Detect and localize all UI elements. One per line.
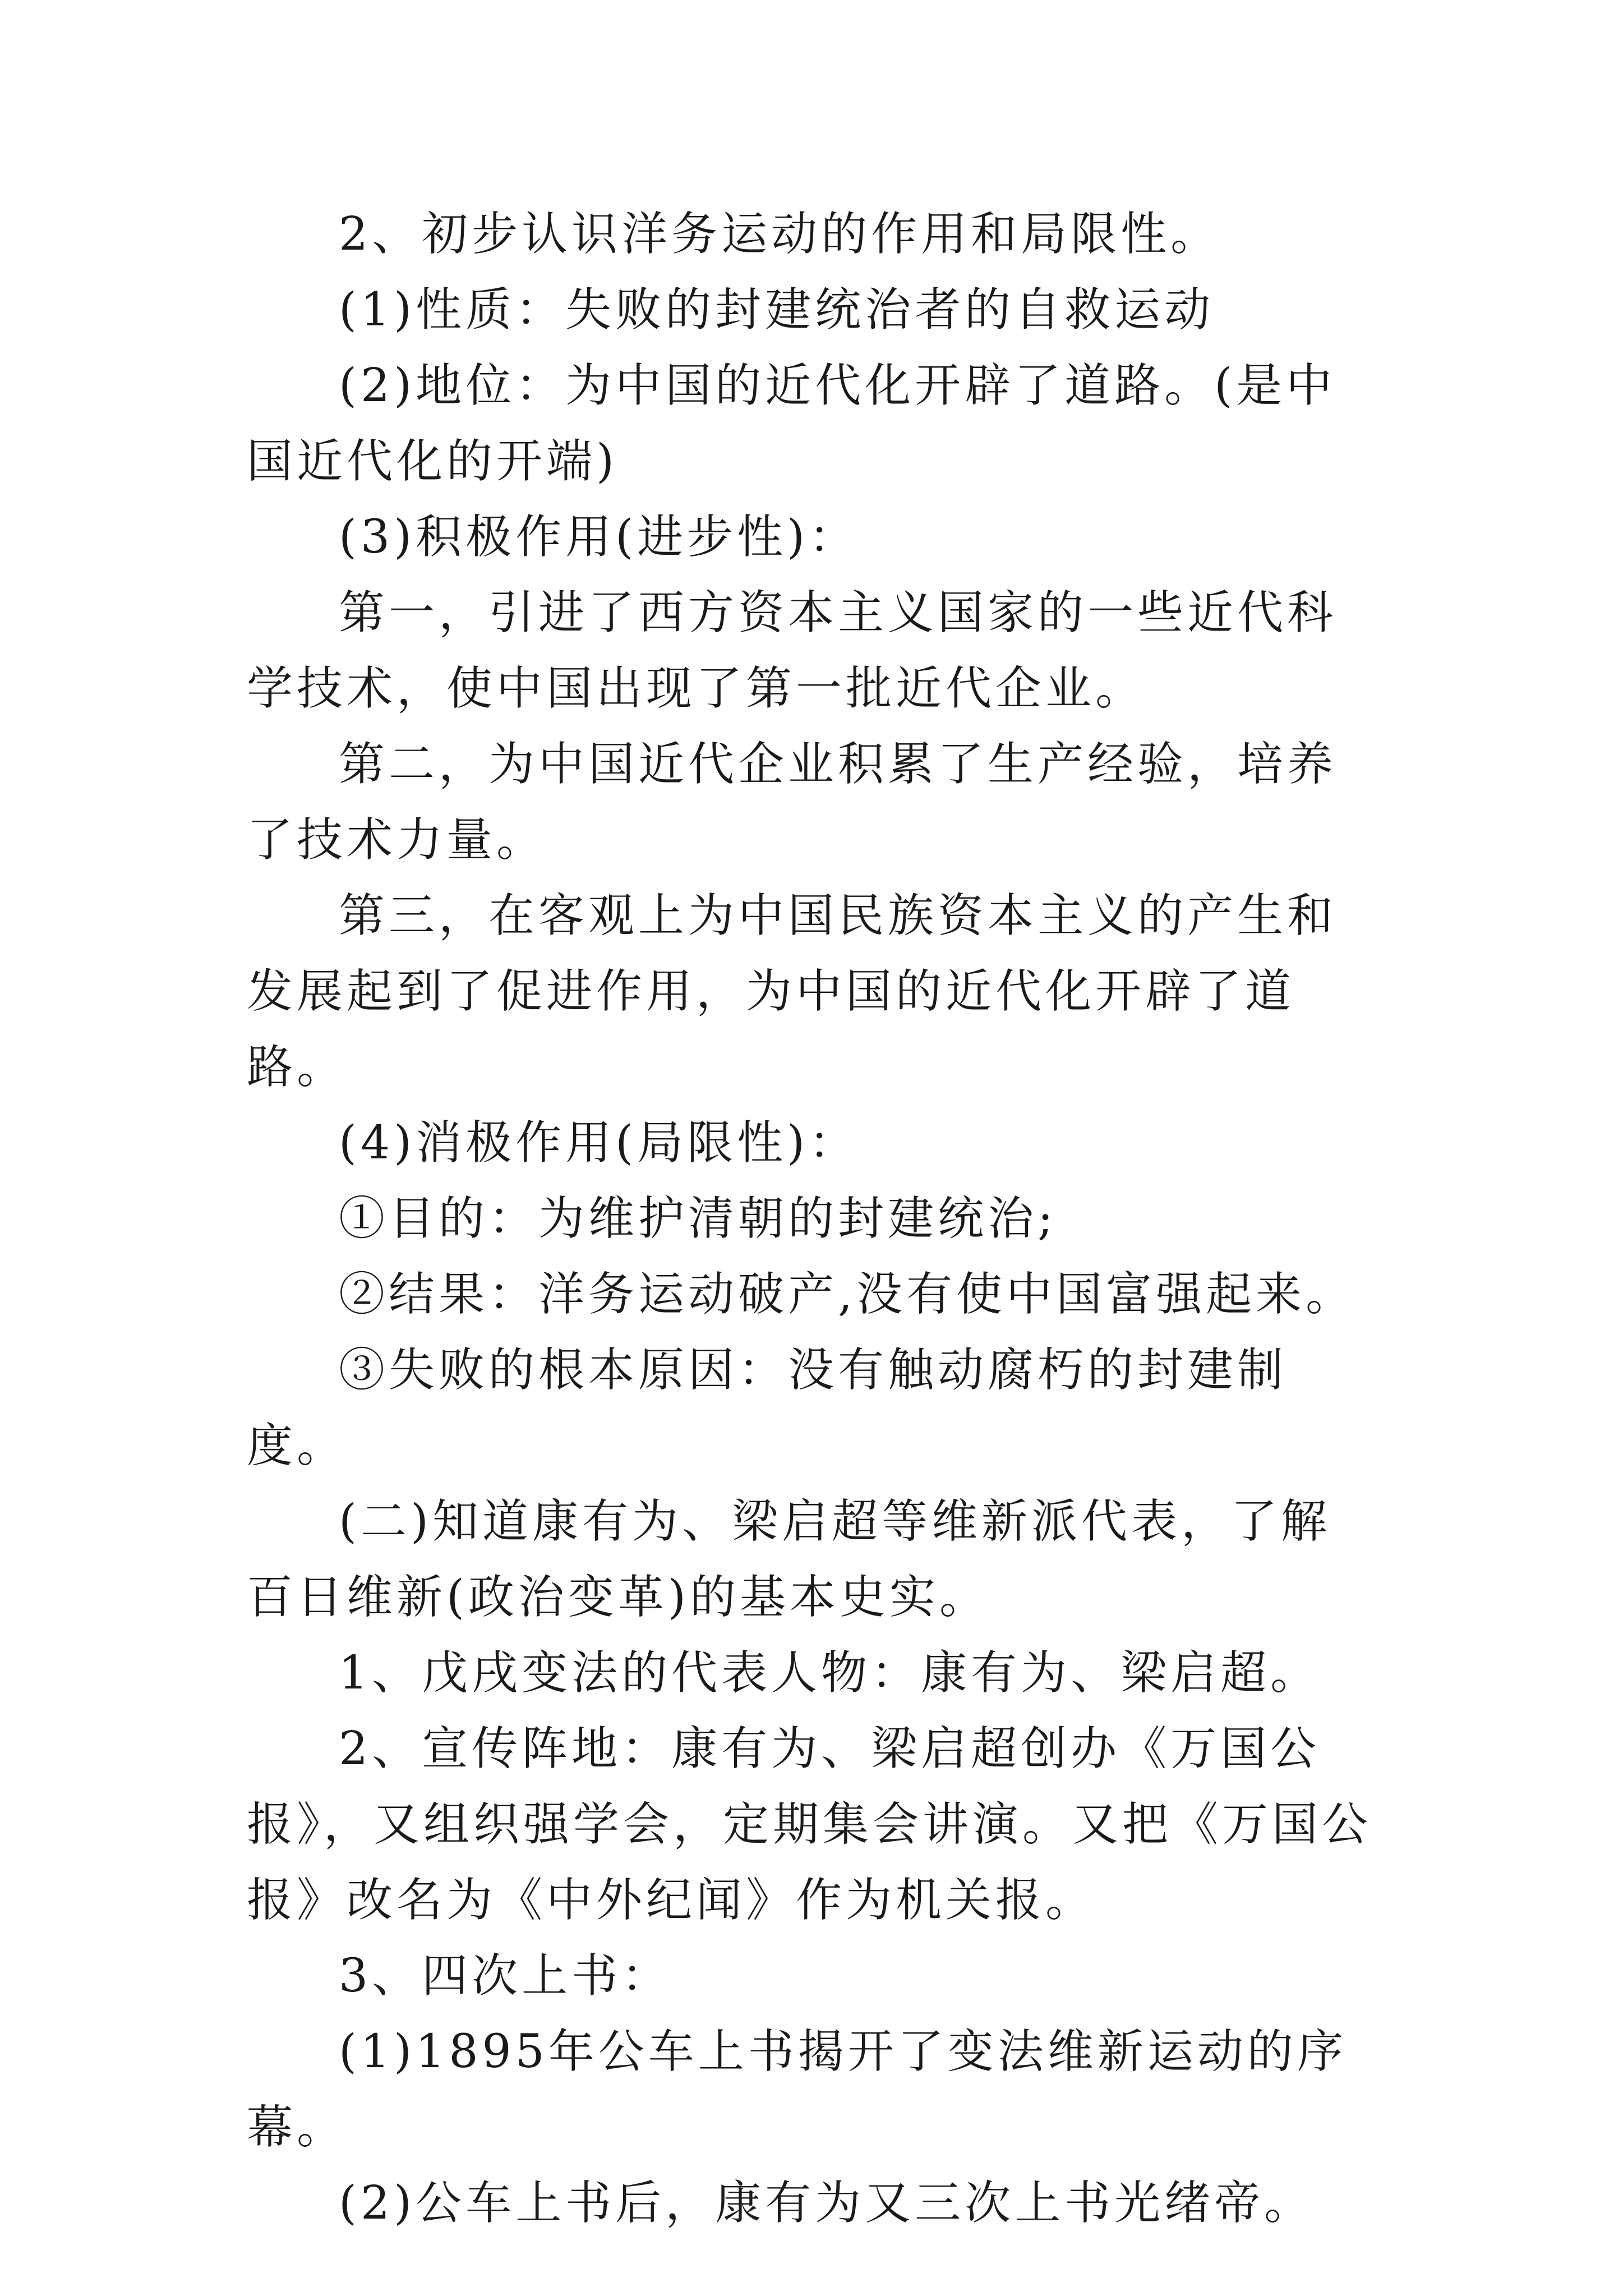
paragraph-17: (2)公车上书后，康有为又三次上书光绪帝。: [339, 2177, 1315, 2230]
paragraph-11: ③失败的根本原因：没有触动腐朽的封建制度。: [247, 1343, 1288, 1473]
paragraph-16: (1)1895年公车上书揭开了变法维新运动的序幕。: [247, 2025, 1347, 2154]
paragraph-15: 3、四次上书：: [339, 1949, 672, 2003]
paragraph-13: 1、戊戌变法的代表人物：康有为、梁启超。: [339, 1646, 1321, 1700]
paragraph-10: ②结果：洋务运动破产,没有使中国富强起来。: [339, 1268, 1356, 1321]
paragraph-3: (2)地位：为中国的近代化开辟了道路。(是中国近代化的开端): [247, 359, 1336, 488]
paragraph-12: (二)知道康有为、梁启超等维新派代表，了解百日维新(政治变革)的基本史实。: [247, 1495, 1331, 1624]
paragraph-8: (4)消极作用(局限性)：: [339, 1116, 859, 1170]
paragraph-6: 第二，为中国近代企业积累了生产经验，培养了技术力量。: [247, 738, 1338, 867]
paragraph-5: 第一，引进了西方资本主义国家的一些近代科学技术，使中国出现了第一批近代企业。: [247, 586, 1338, 715]
paragraph-7: 第三，在客观上为中国民族资本主义的产生和发展起到了促进作用，为中国的近代化开辟了道路。: [247, 889, 1338, 1094]
paragraph-4: (3)积极作用(进步性)：: [339, 510, 859, 564]
paragraph-1: 2、初步认识洋务运动的作用和局限性。: [339, 208, 1221, 261]
paragraph-9: ①目的：为维护清朝的封建统治;: [339, 1192, 1057, 1245]
document-body: [247, 196, 1380, 2241]
paragraph-14: 2、宣传阵地：康有为、梁启超创办《万国公报》，又组织强学会，定期集会讲演。又把《万国公报》改名为《中外纪闻》作为机关报。: [247, 1722, 1372, 1927]
paragraph-2: (1)性质：失败的封建统治者的自救运动: [339, 283, 1215, 337]
